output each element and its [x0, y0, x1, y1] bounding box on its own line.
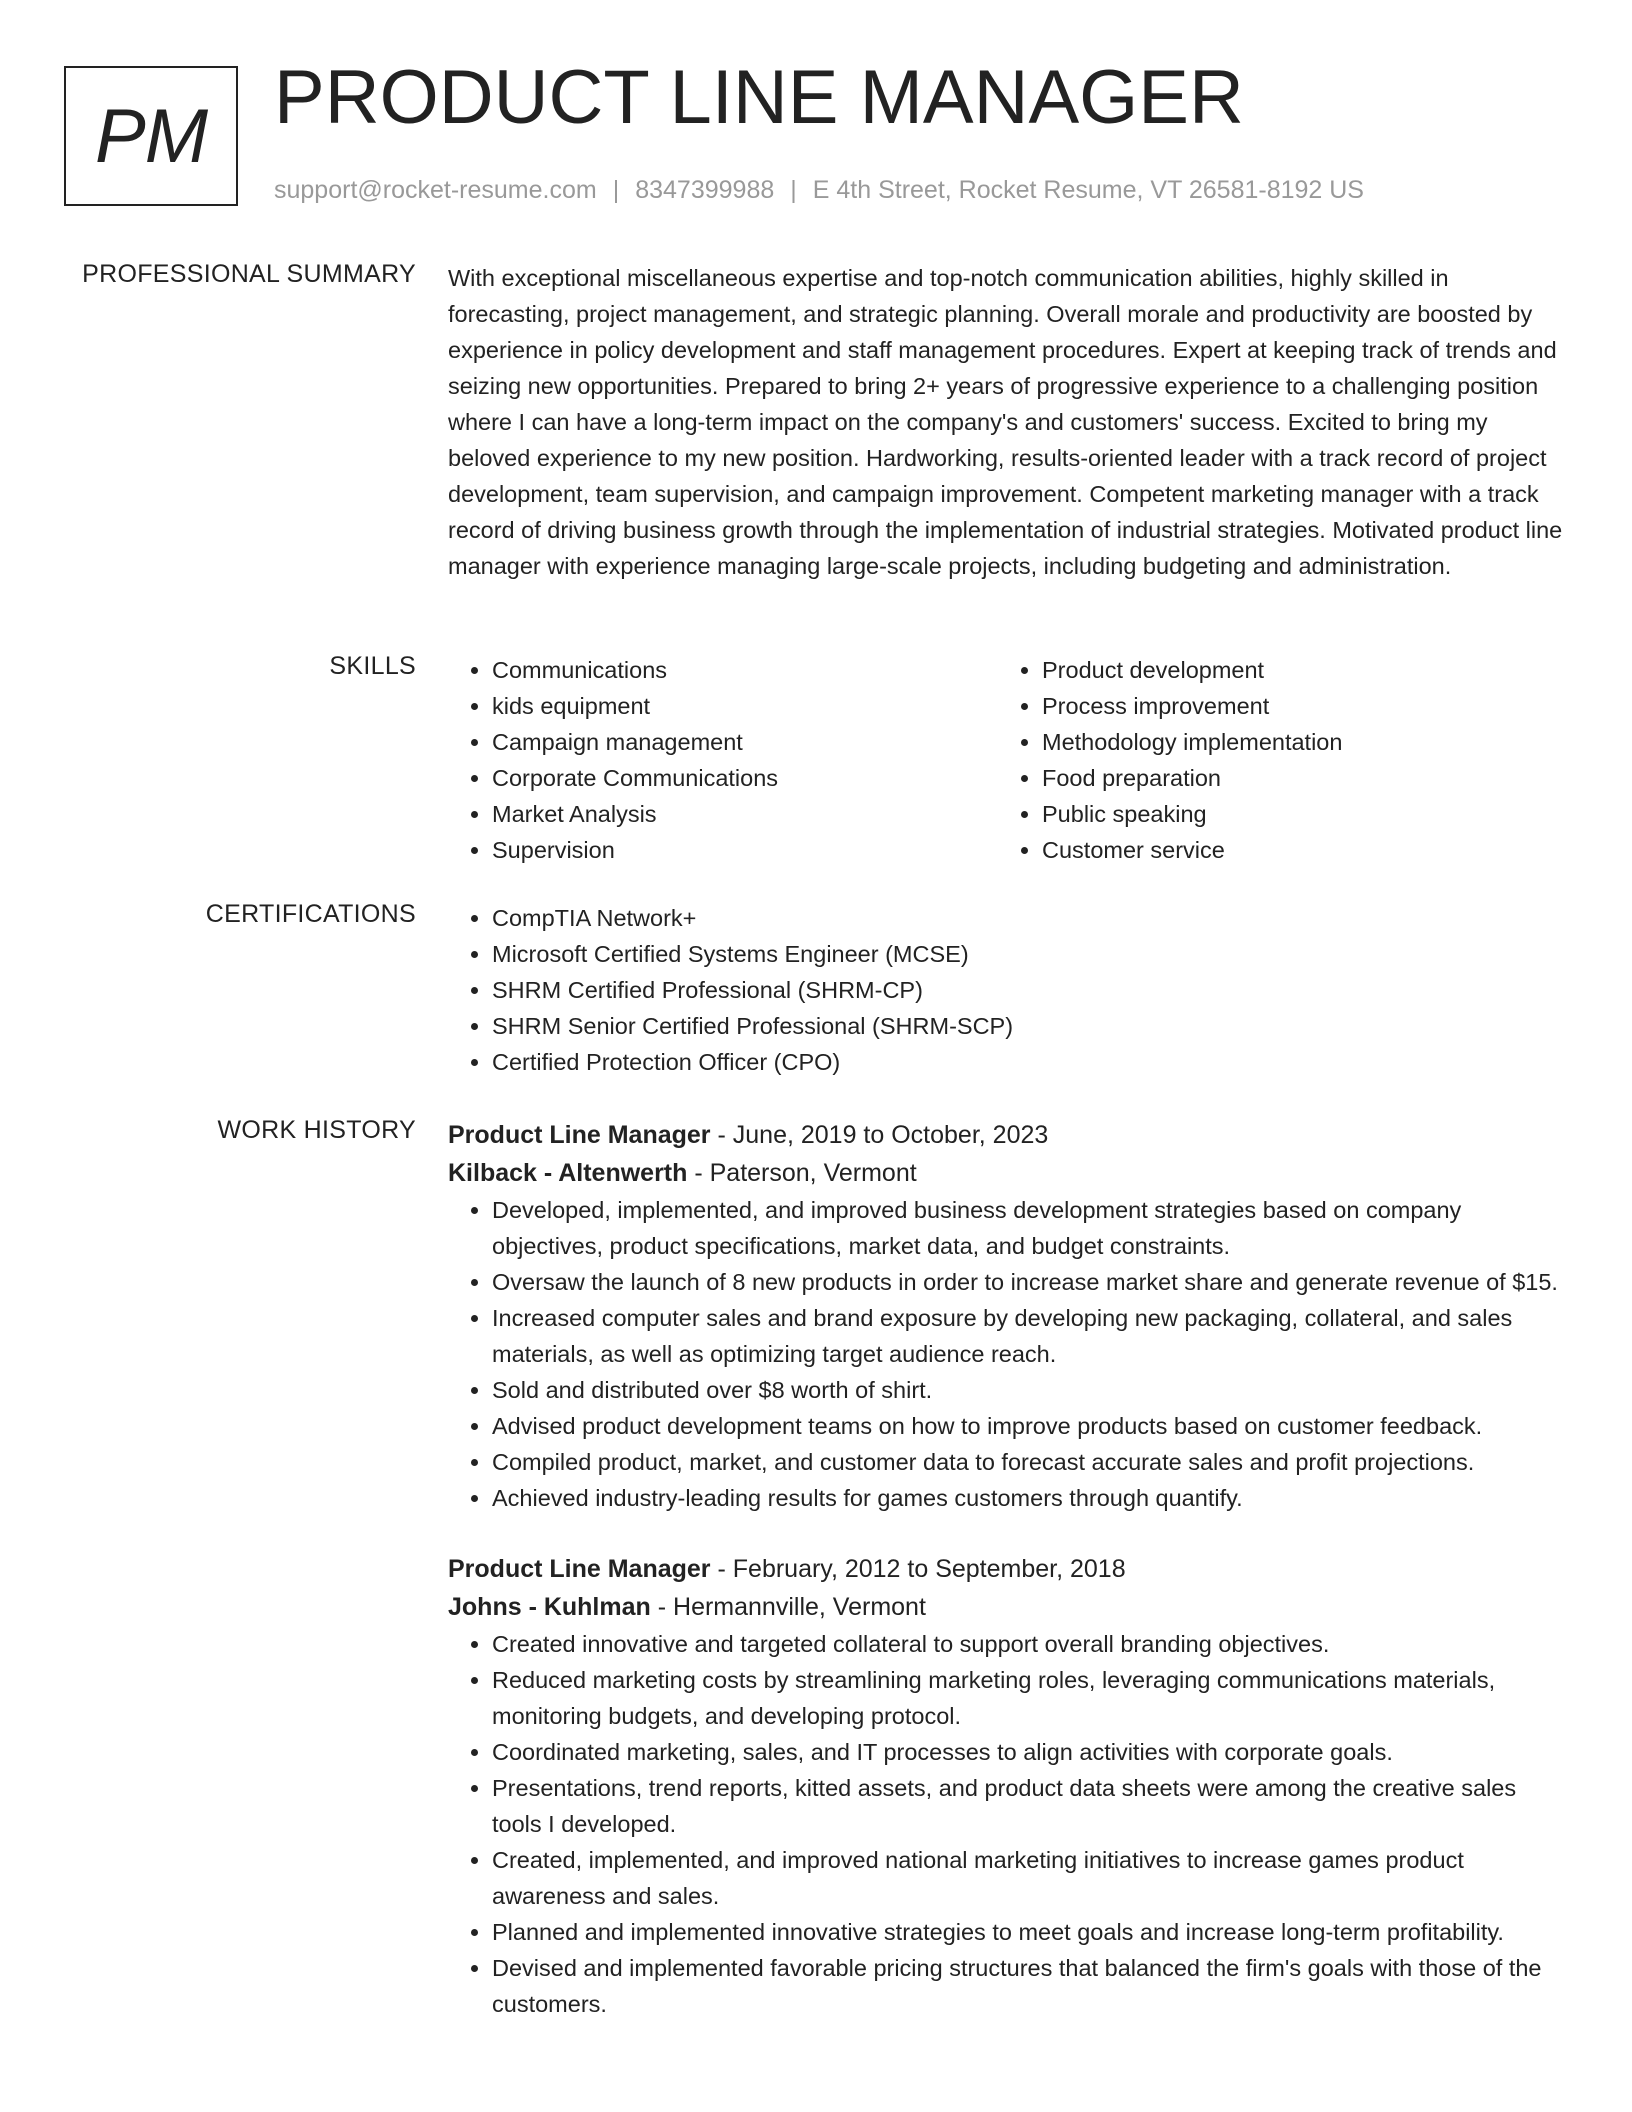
job-role-line — [448, 1116, 1566, 1154]
job-bullet: • Increased computer sales and brand exposure by developing new packaging, collateral, and sales materials, as well as optimizing target audience reach. — [492, 1300, 1566, 1372]
skill-item: • Food preparation — [1042, 760, 1548, 796]
job-entry — [448, 1550, 1566, 2022]
job-bullet: • Planned and implemented innovative strategies to meet goals and increase long-term profitability. — [492, 1914, 1566, 1950]
contact-line — [274, 176, 1364, 205]
job-bullet: • Developed, implemented, and improved business development strategies based on company objectives, product specifications, market data, and budget constraints. — [492, 1192, 1566, 1264]
job-bullet: • Achieved industry-leading results for games customers through quantify. — [492, 1480, 1566, 1516]
skill-item: • Process improvement — [1042, 688, 1548, 724]
job-bullet: • Oversaw the launch of 8 new products in order to increase market share and generate revenue of $15. — [492, 1264, 1566, 1300]
job-entry — [448, 1116, 1566, 1516]
job-role-line — [448, 1550, 1566, 1588]
skill-item: • Methodology implementation — [1042, 724, 1548, 760]
skill-item: • Campaign management — [492, 724, 998, 760]
section-title-summary: PROFESSIONAL SUMMARY — [82, 260, 416, 288]
candidate-title: PRODUCT LINE MANAGER — [274, 55, 1244, 140]
skill-item: • Corporate Communications — [492, 760, 998, 796]
job-bullet: • Sold and distributed over $8 worth of shirt. — [492, 1372, 1566, 1408]
job-bullets — [448, 1192, 1566, 1516]
contact-separator: | — [612, 176, 620, 204]
skill-item: • Customer service — [1042, 832, 1548, 868]
job-company-line — [448, 1588, 1566, 1626]
section-title-work: WORK HISTORY — [217, 1116, 416, 1144]
section-title-skills: SKILLS — [329, 652, 416, 680]
skills-list-left — [448, 652, 998, 868]
job-dates: - June, 2019 to October, 2023 — [710, 1121, 1049, 1149]
job-company: Kilback - Altenwerth — [448, 1159, 688, 1187]
certifications-list — [448, 900, 1566, 1080]
job-bullet: • Created, implemented, and improved national marketing initiatives to increase games product awareness and sales. — [492, 1842, 1566, 1914]
summary-body — [448, 260, 1566, 584]
job-bullet: • Reduced marketing costs by streamlining marketing roles, leveraging communications materials, monitoring budgets, and developing protocol. — [492, 1662, 1566, 1734]
monogram-badge: PM — [64, 66, 238, 206]
skill-item: • Public speaking — [1042, 796, 1548, 832]
work-history-body — [448, 1116, 1566, 2056]
contact-separator: | — [790, 176, 797, 204]
skill-item: • Communications — [492, 652, 998, 688]
job-company: Johns - Kuhlman — [448, 1593, 651, 1621]
job-bullets — [448, 1626, 1566, 2022]
certifications-body — [448, 900, 1566, 1080]
job-location: - Paterson, Vermont — [687, 1159, 917, 1187]
skill-item: • kids equipment — [492, 688, 998, 724]
job-bullet: • Compiled product, market, and customer data to forecast accurate sales and profit projections. — [492, 1444, 1566, 1480]
job-location: - Hermannville, Vermont — [650, 1593, 926, 1621]
contact-email[interactable]: support@rocket-resume.com — [274, 176, 597, 204]
job-bullet: • Coordinated marketing, sales, and IT processes to align activities with corporate goals. — [492, 1734, 1566, 1770]
job-dates: - February, 2012 to September, 2018 — [710, 1555, 1126, 1583]
job-bullet: • Advised product development teams on how to improve products based on customer feedback. — [492, 1408, 1566, 1444]
summary-text: With exceptional miscellaneous expertise and top-notch communication abilities, highly skilled in forecasting, project management, and strategic planning. Overall morale and productivity are boosted by experience in policy development and staff management procedures. Expert at keeping track of trends and seizing new opportunities. Prepared to bring 2+ years of progressive experience to a challenging position where I can have a long-term impact on the company's and customers' success. Excited to bring my beloved experience to my new position. Hardworking, results-oriented leader with a track record of project development, team supervision, and campaign improvement. Competent marketing manager with a track record of driving business growth through the implementation of industrial strategies. Motivated product line manager with experience managing large-scale projects, including budgeting and administration. — [448, 265, 1563, 579]
certification-item: • SHRM Senior Certified Professional (SHRM-SCP) — [492, 1008, 1566, 1044]
certification-item: • CompTIA Network+ — [492, 900, 1566, 936]
skills-body — [448, 652, 1566, 868]
job-bullet: • Presentations, trend reports, kitted assets, and product data sheets were among the creative sales tools I developed. — [492, 1770, 1566, 1842]
skill-item: • Product development — [1042, 652, 1548, 688]
skill-item: • Market Analysis — [492, 796, 998, 832]
job-company-line — [448, 1154, 1566, 1192]
contact-address: E 4th Street, Rocket Resume, VT 26581-8192 US — [812, 176, 1364, 204]
certification-item: • Certified Protection Officer (CPO) — [492, 1044, 1566, 1080]
contact-phone[interactable]: 8347399988 — [635, 176, 775, 204]
job-bullet: • Devised and implemented favorable pricing structures that balanced the firm's goals with those of the customers. — [492, 1950, 1566, 2022]
job-bullet: • Created innovative and targeted collateral to support overall branding objectives. — [492, 1626, 1566, 1662]
skill-item: • Supervision — [492, 832, 998, 868]
certification-item: • Microsoft Certified Systems Engineer (MCSE) — [492, 936, 1566, 972]
skills-list-right — [998, 652, 1548, 868]
certification-item: • SHRM Certified Professional (SHRM-CP) — [492, 972, 1566, 1008]
job-role: Product Line Manager — [448, 1555, 711, 1583]
job-role: Product Line Manager — [448, 1121, 711, 1149]
section-title-certifications: CERTIFICATIONS — [205, 900, 416, 928]
